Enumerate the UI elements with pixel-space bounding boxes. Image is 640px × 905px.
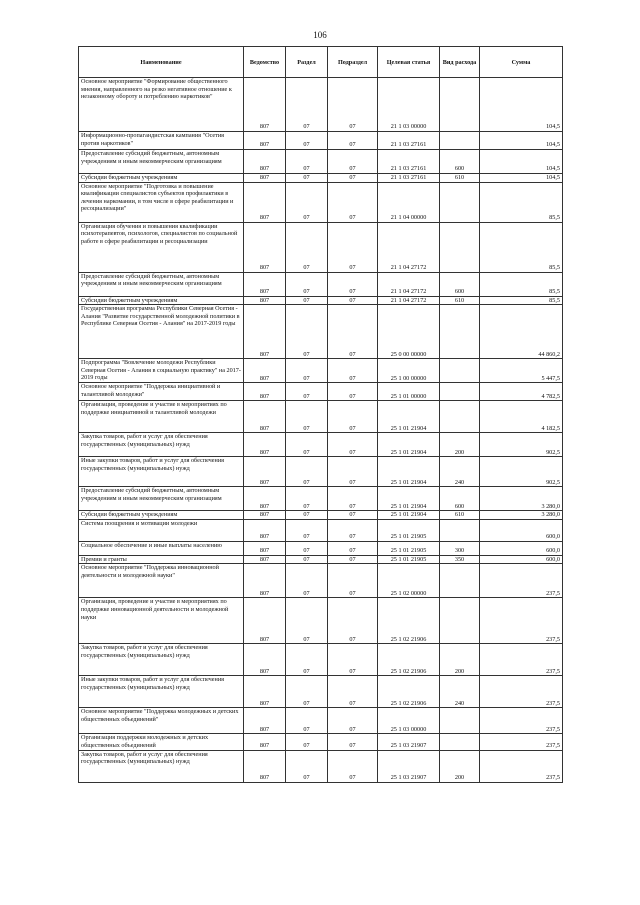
- row-expense-type: [440, 708, 480, 734]
- row-target: 25 1 02 00000: [378, 564, 440, 598]
- row-subsection: 07: [328, 598, 378, 644]
- row-section: 07: [286, 487, 328, 511]
- row-amount: 237,5: [480, 598, 563, 644]
- row-amount: 237,5: [480, 734, 563, 750]
- row-name: Подпрограмма "Вовлечение молодежи Республики Северная Осетия - Алания в социальную практику" на 2017-2019 годы: [79, 359, 244, 383]
- row-target: 21 1 04 27172: [378, 296, 440, 305]
- row-amount: 104,5: [480, 78, 563, 132]
- row-section: 07: [286, 433, 328, 457]
- row-department: 807: [244, 564, 286, 598]
- row-amount: 3 280,0: [480, 487, 563, 511]
- row-section: 07: [286, 541, 328, 555]
- row-amount: 237,5: [480, 750, 563, 782]
- row-section: 07: [286, 150, 328, 174]
- header-department: Ведомство: [244, 47, 286, 78]
- row-name: Социальное обеспечение и иные выплаты населению: [79, 541, 244, 555]
- row-expense-type: [440, 383, 480, 401]
- row-target: 25 1 03 00000: [378, 708, 440, 734]
- row-department: 807: [244, 541, 286, 555]
- row-expense-type: [440, 359, 480, 383]
- row-section: 07: [286, 182, 328, 222]
- row-target: 21 1 04 27172: [378, 222, 440, 272]
- row-subsection: 07: [328, 541, 378, 555]
- row-amount: 600,0: [480, 555, 563, 564]
- row-name: Организация, проведение и участие в мероприятиях по поддержке инновационной деятельности и молодежной науки: [79, 598, 244, 644]
- row-department: 807: [244, 182, 286, 222]
- row-expense-type: 350: [440, 555, 480, 564]
- row-subsection: 07: [328, 182, 378, 222]
- row-target: 25 1 01 21905: [378, 519, 440, 541]
- header-subsection: Подраздел: [328, 47, 378, 78]
- row-expense-type: 610: [440, 296, 480, 305]
- row-target: 21 1 03 27161: [378, 174, 440, 183]
- row-amount: 237,5: [480, 564, 563, 598]
- table-row: [79, 174, 563, 183]
- row-target: 25 1 02 21906: [378, 644, 440, 676]
- row-amount: 237,5: [480, 708, 563, 734]
- row-section: 07: [286, 359, 328, 383]
- row-name: Закупка товаров, работ и услуг для обеспечения государственных (муниципальных) нужд: [79, 433, 244, 457]
- row-name: Предоставление субсидий бюджетным, автономным учреждениям и иным некоммерческим организациям: [79, 272, 244, 296]
- row-name: Основное мероприятие "Поддержка инновационной деятельности и молодежной науки": [79, 564, 244, 598]
- table-row: [79, 305, 563, 359]
- row-subsection: 07: [328, 644, 378, 676]
- row-expense-type: [440, 78, 480, 132]
- row-expense-type: 600: [440, 487, 480, 511]
- row-target: 25 0 00 00000: [378, 305, 440, 359]
- row-section: 07: [286, 305, 328, 359]
- row-target: 25 1 03 21907: [378, 734, 440, 750]
- table-row: [79, 564, 563, 598]
- header-section: Раздел: [286, 47, 328, 78]
- row-target: 21 1 04 00000: [378, 182, 440, 222]
- row-expense-type: 240: [440, 457, 480, 487]
- row-amount: 4 182,5: [480, 401, 563, 433]
- table-row: [79, 132, 563, 150]
- row-department: 807: [244, 511, 286, 520]
- row-subsection: 07: [328, 150, 378, 174]
- table-header-row: [79, 47, 563, 78]
- row-expense-type: 610: [440, 511, 480, 520]
- row-name: Субсидии бюджетным учреждениям: [79, 174, 244, 183]
- row-expense-type: [440, 401, 480, 433]
- row-department: 807: [244, 359, 286, 383]
- row-section: 07: [286, 519, 328, 541]
- row-subsection: 07: [328, 734, 378, 750]
- row-amount: 85,5: [480, 222, 563, 272]
- row-section: 07: [286, 564, 328, 598]
- row-expense-type: [440, 182, 480, 222]
- row-subsection: 07: [328, 132, 378, 150]
- row-expense-type: [440, 222, 480, 272]
- header-expense-type: Вид расхода: [440, 47, 480, 78]
- row-amount: 104,5: [480, 150, 563, 174]
- row-department: 807: [244, 598, 286, 644]
- row-expense-type: [440, 598, 480, 644]
- row-subsection: 07: [328, 222, 378, 272]
- row-target: 25 1 01 21905: [378, 541, 440, 555]
- row-target: 21 1 03 27161: [378, 132, 440, 150]
- row-name: Основное мероприятие "Поддержка молодежных и детских общественных объединений": [79, 708, 244, 734]
- row-section: 07: [286, 174, 328, 183]
- table-row: [79, 750, 563, 782]
- row-department: 807: [244, 272, 286, 296]
- row-amount: 600,0: [480, 541, 563, 555]
- row-target: 25 1 02 21906: [378, 676, 440, 708]
- row-name: Иные закупки товаров, работ и услуг для обеспечения государственных (муниципальных) нужд: [79, 676, 244, 708]
- table-row: [79, 734, 563, 750]
- row-target: 25 1 01 21904: [378, 487, 440, 511]
- row-expense-type: 200: [440, 433, 480, 457]
- row-target: 21 1 04 27172: [378, 272, 440, 296]
- row-department: 807: [244, 676, 286, 708]
- row-department: 807: [244, 519, 286, 541]
- row-expense-type: 240: [440, 676, 480, 708]
- row-section: 07: [286, 132, 328, 150]
- row-expense-type: [440, 734, 480, 750]
- row-department: 807: [244, 644, 286, 676]
- row-target: 25 1 01 00000: [378, 383, 440, 401]
- row-name: Государственная программа Республики Северная Осетия - Алания "Развитие государственной молодежной политики в Республике Северная Осетия - Алания" на 2017-2019 годы: [79, 305, 244, 359]
- row-name: Закупка товаров, работ и услуг для обеспечения государственных (муниципальных) нужд: [79, 644, 244, 676]
- row-amount: 85,5: [480, 182, 563, 222]
- row-department: 807: [244, 222, 286, 272]
- row-name: Основное мероприятие "Подготовка и повышение квалификации специалистов субъектов профилактики в лечения наркомании, в том числе в сфере реабилитации и ресоциализации": [79, 182, 244, 222]
- row-subsection: 07: [328, 272, 378, 296]
- row-subsection: 07: [328, 487, 378, 511]
- row-amount: 902,5: [480, 457, 563, 487]
- table-row: [79, 359, 563, 383]
- row-section: 07: [286, 750, 328, 782]
- row-amount: 85,5: [480, 296, 563, 305]
- row-department: 807: [244, 708, 286, 734]
- row-amount: 3 280,0: [480, 511, 563, 520]
- table-row: [79, 511, 563, 520]
- row-amount: 600,0: [480, 519, 563, 541]
- row-target: 25 1 01 21905: [378, 555, 440, 564]
- row-expense-type: 600: [440, 150, 480, 174]
- table-row: [79, 272, 563, 296]
- row-subsection: 07: [328, 305, 378, 359]
- row-expense-type: [440, 519, 480, 541]
- table-row: [79, 150, 563, 174]
- table-row: [79, 519, 563, 541]
- row-subsection: 07: [328, 78, 378, 132]
- table-row: [79, 383, 563, 401]
- table-row: [79, 78, 563, 132]
- table-row: [79, 296, 563, 305]
- row-expense-type: [440, 564, 480, 598]
- table-row: [79, 708, 563, 734]
- row-name: Премии и гранты: [79, 555, 244, 564]
- row-department: 807: [244, 487, 286, 511]
- row-section: 07: [286, 708, 328, 734]
- row-subsection: 07: [328, 401, 378, 433]
- row-target: 25 1 01 21904: [378, 433, 440, 457]
- row-expense-type: 200: [440, 644, 480, 676]
- row-name: Организация, проведение и участие в мероприятиях по поддержке инициативной и талантливой молодежи: [79, 401, 244, 433]
- row-department: 807: [244, 383, 286, 401]
- row-amount: 237,5: [480, 644, 563, 676]
- row-subsection: 07: [328, 174, 378, 183]
- table-row: [79, 433, 563, 457]
- row-section: 07: [286, 383, 328, 401]
- table-row: [79, 541, 563, 555]
- row-name: Закупка товаров, работ и услуг для обеспечения государственных (муниципальных) нужд: [79, 750, 244, 782]
- row-subsection: 07: [328, 359, 378, 383]
- row-subsection: 07: [328, 519, 378, 541]
- header-target: Целевая статья: [378, 47, 440, 78]
- row-department: 807: [244, 433, 286, 457]
- row-name: Основное мероприятие "Формирование общественного мнения, направленного на резко негативное отношение к незаконному обороту и потреблению наркотиков": [79, 78, 244, 132]
- row-target: 25 1 03 21907: [378, 750, 440, 782]
- row-name: Основное мероприятие "Поддержка инициативной и талантливой молодежи": [79, 383, 244, 401]
- table-row: [79, 182, 563, 222]
- row-subsection: 07: [328, 564, 378, 598]
- row-name: Система поощрения и мотивации молодежи: [79, 519, 244, 541]
- header-name: Наименование: [79, 47, 244, 78]
- row-subsection: 07: [328, 433, 378, 457]
- row-subsection: 07: [328, 708, 378, 734]
- row-department: 807: [244, 305, 286, 359]
- table-row: [79, 555, 563, 564]
- row-target: 25 1 00 00000: [378, 359, 440, 383]
- row-target: 25 1 01 21904: [378, 457, 440, 487]
- page-number: 106: [313, 30, 327, 40]
- row-section: 07: [286, 222, 328, 272]
- row-amount: 5 447,5: [480, 359, 563, 383]
- table-row: [79, 598, 563, 644]
- row-department: 807: [244, 734, 286, 750]
- row-subsection: 07: [328, 676, 378, 708]
- row-department: 807: [244, 132, 286, 150]
- row-amount: 85,5: [480, 272, 563, 296]
- row-target: 21 1 03 27161: [378, 150, 440, 174]
- row-expense-type: 600: [440, 272, 480, 296]
- row-name: Информационно-пропагандистская кампания "Осетия против наркотиков": [79, 132, 244, 150]
- row-subsection: 07: [328, 750, 378, 782]
- row-department: 807: [244, 457, 286, 487]
- row-name: Предоставление субсидий бюджетным, автономным учреждениям и иным некоммерческим организациям: [79, 487, 244, 511]
- row-expense-type: 610: [440, 174, 480, 183]
- row-department: 807: [244, 174, 286, 183]
- row-name: Субсидии бюджетным учреждениям: [79, 511, 244, 520]
- row-department: 807: [244, 401, 286, 433]
- row-section: 07: [286, 511, 328, 520]
- table-row: [79, 644, 563, 676]
- row-subsection: 07: [328, 555, 378, 564]
- row-section: 07: [286, 296, 328, 305]
- row-name: Субсидии бюджетным учреждениям: [79, 296, 244, 305]
- row-expense-type: [440, 305, 480, 359]
- row-section: 07: [286, 598, 328, 644]
- row-department: 807: [244, 150, 286, 174]
- row-section: 07: [286, 78, 328, 132]
- table-row: [79, 457, 563, 487]
- row-expense-type: [440, 132, 480, 150]
- row-subsection: 07: [328, 383, 378, 401]
- row-amount: 902,5: [480, 433, 563, 457]
- row-department: 807: [244, 296, 286, 305]
- row-name: Предоставление субсидий бюджетным, автономным учреждениям и иным некоммерческим организациям: [79, 150, 244, 174]
- row-subsection: 07: [328, 511, 378, 520]
- table-row: [79, 487, 563, 511]
- row-target: 25 1 02 21906: [378, 598, 440, 644]
- row-department: 807: [244, 750, 286, 782]
- row-name: Организация поддержки молодежных и детских общественных объединений: [79, 734, 244, 750]
- row-name: Иные закупки товаров, работ и услуг для обеспечения государственных (муниципальных) нужд: [79, 457, 244, 487]
- row-section: 07: [286, 401, 328, 433]
- row-name: Организация обучения и повышения квалификации психотерапевтов, психологов, специалистов по социальной работе в сфере реабилитации и ресоциализации: [79, 222, 244, 272]
- row-section: 07: [286, 644, 328, 676]
- row-amount: 237,5: [480, 676, 563, 708]
- table-row: [79, 401, 563, 433]
- row-section: 07: [286, 555, 328, 564]
- row-expense-type: 200: [440, 750, 480, 782]
- row-subsection: 07: [328, 296, 378, 305]
- row-expense-type: 300: [440, 541, 480, 555]
- row-target: 21 1 03 00000: [378, 78, 440, 132]
- table-row: [79, 676, 563, 708]
- row-amount: 44 860,2: [480, 305, 563, 359]
- row-amount: 4 782,5: [480, 383, 563, 401]
- row-section: 07: [286, 676, 328, 708]
- row-department: 807: [244, 555, 286, 564]
- row-section: 07: [286, 272, 328, 296]
- row-target: 25 1 01 21904: [378, 401, 440, 433]
- table-row: [79, 222, 563, 272]
- budget-table: [78, 46, 563, 783]
- row-section: 07: [286, 457, 328, 487]
- row-department: 807: [244, 78, 286, 132]
- row-amount: 104,5: [480, 174, 563, 183]
- header-amount: Сумма: [480, 47, 563, 78]
- row-amount: 104,5: [480, 132, 563, 150]
- row-target: 25 1 01 21904: [378, 511, 440, 520]
- row-section: 07: [286, 734, 328, 750]
- row-subsection: 07: [328, 457, 378, 487]
